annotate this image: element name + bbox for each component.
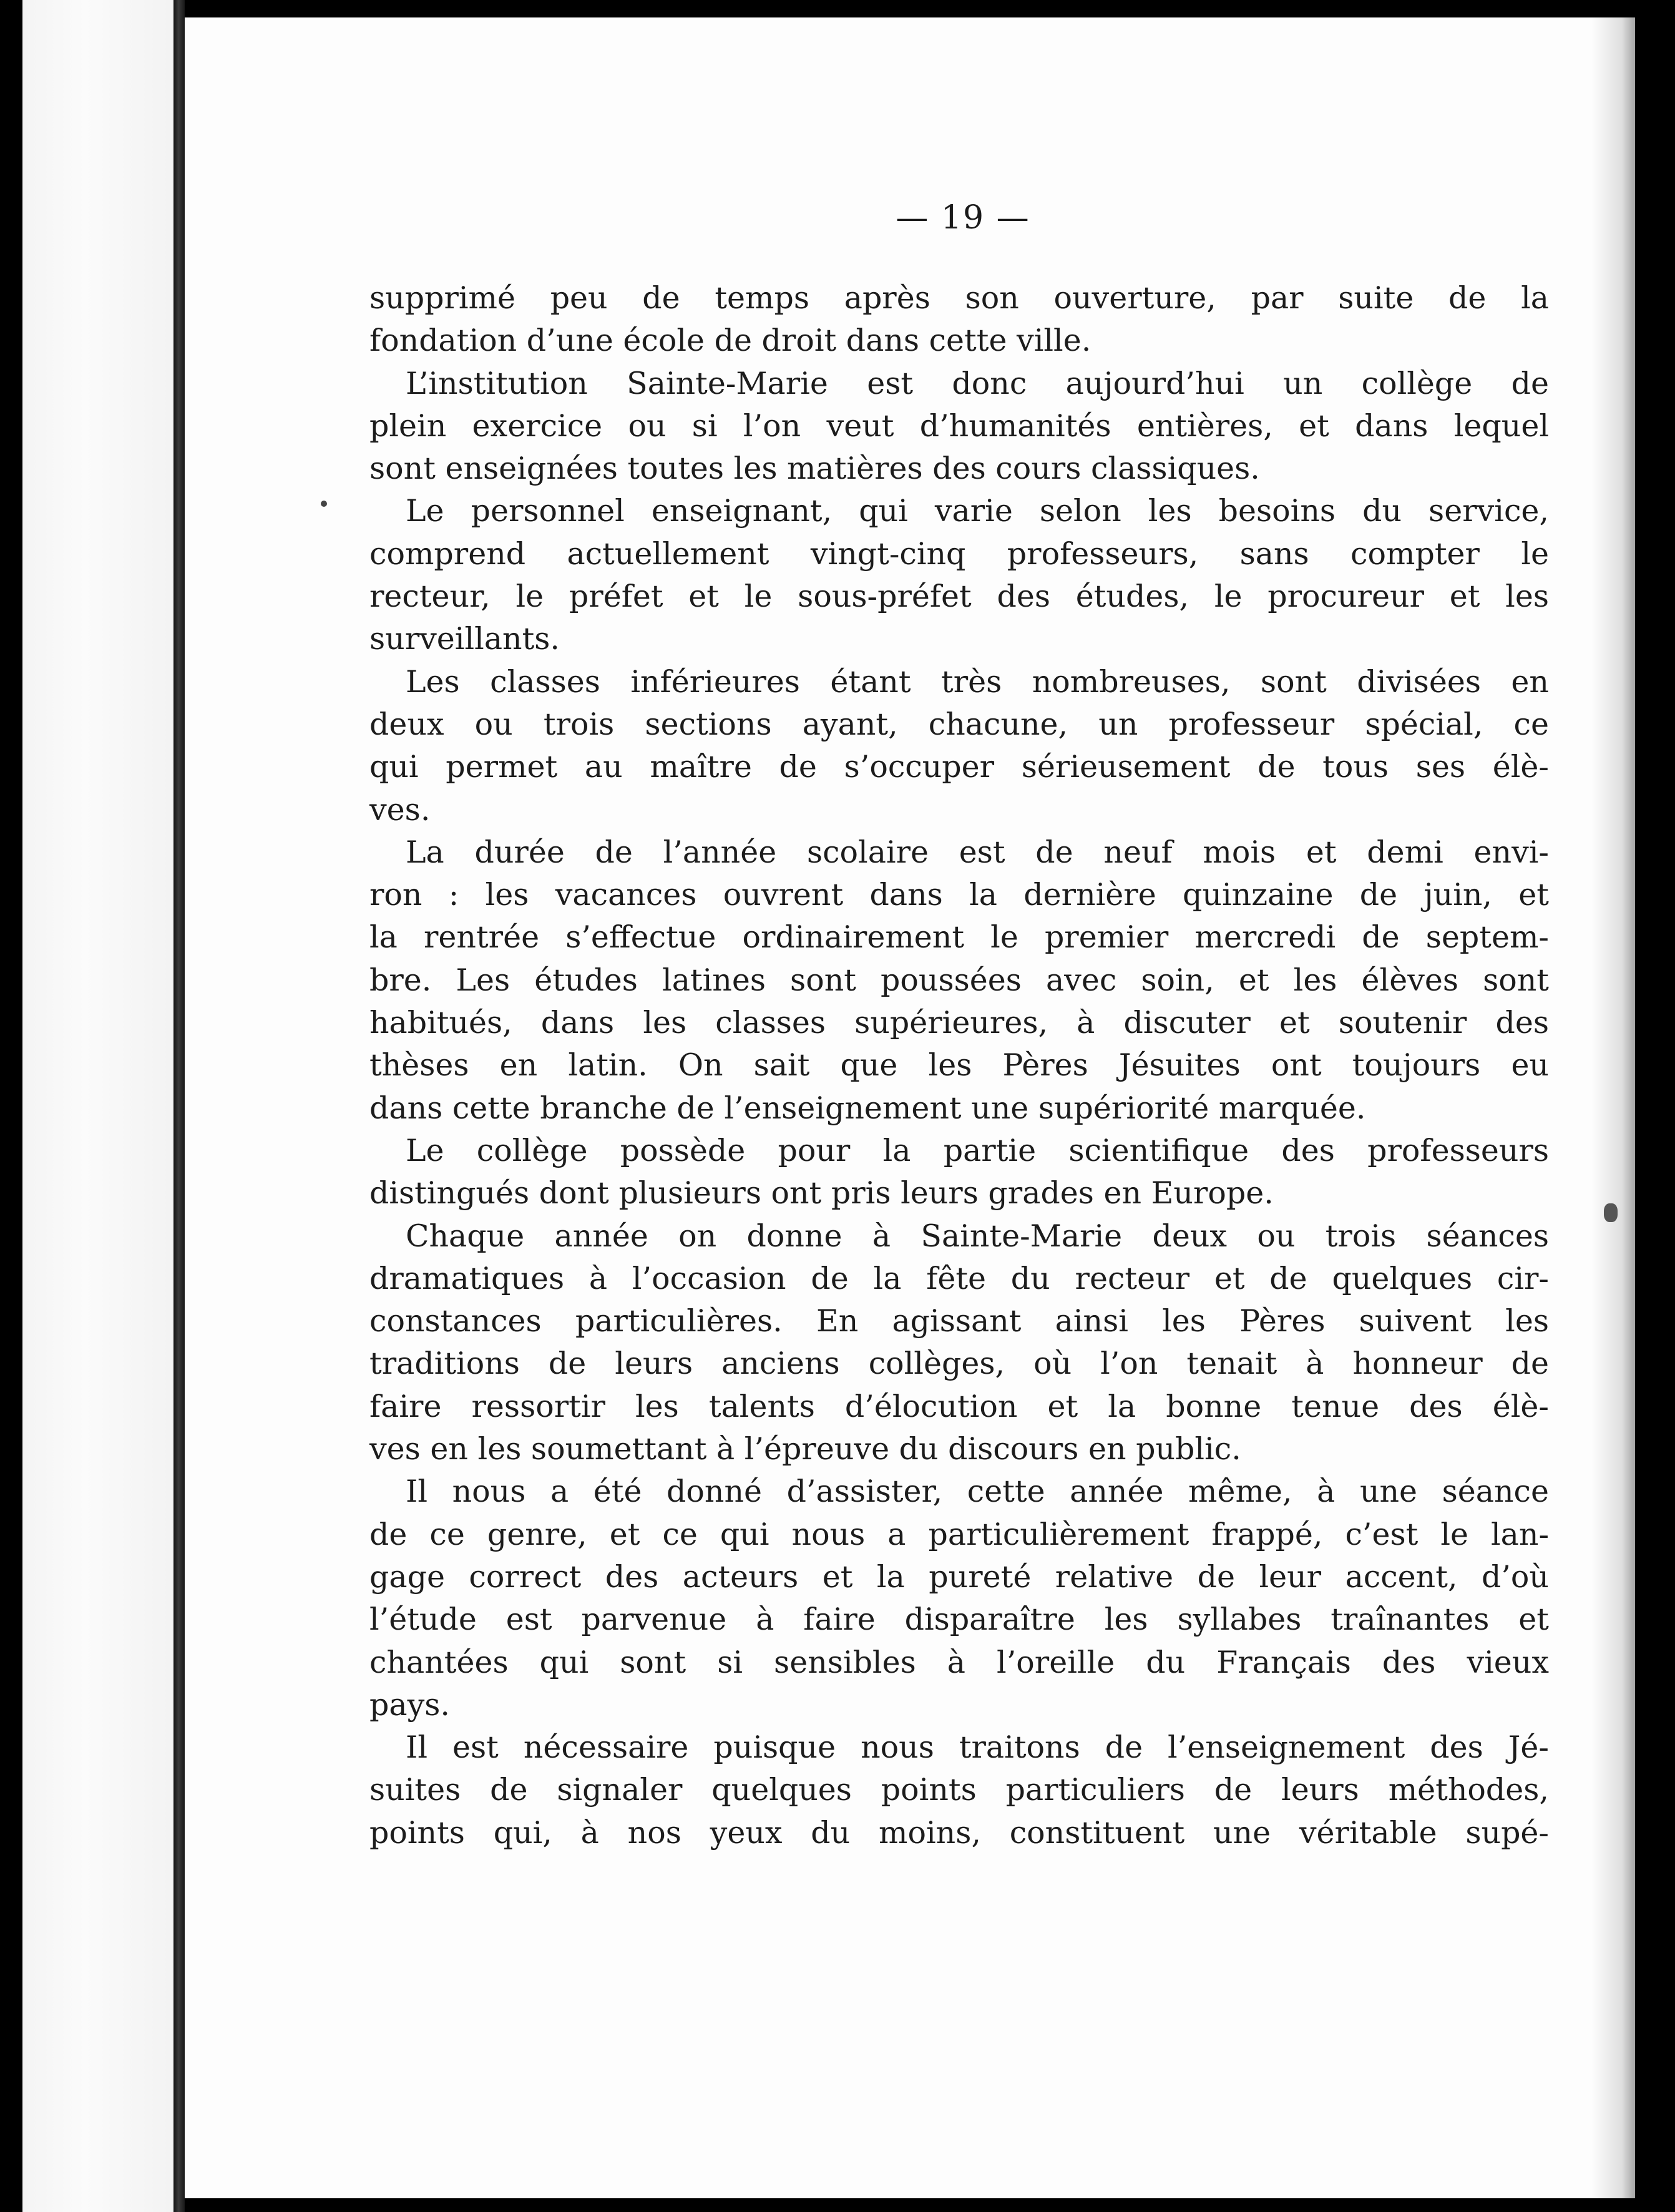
text-line: comprend actuellement vingt-cinq professeurs, sans compter le xyxy=(369,536,1549,572)
text-line: habitués, dans les classes supérieures, à discuter et soutenir des xyxy=(369,1005,1549,1041)
text-line: supprimé peu de temps après son ouverture, par suite de la xyxy=(369,280,1549,316)
text-line: Les classes inférieures étant très nombreuses, sont divisées en xyxy=(406,663,1549,700)
text-line: Chaque année on donne à Sainte-Marie deux ou trois séances xyxy=(406,1218,1549,1254)
page-number: — 19 — xyxy=(896,199,1030,237)
text-line: deux ou trois sections ayant, chacune, un professeur spécial, ce xyxy=(369,706,1549,742)
text-line: thèses en latin. On sait que les Pères Jésuites ont toujours eu xyxy=(369,1047,1549,1084)
page-edge-shadow xyxy=(1591,17,1635,2198)
scan-border-bottom xyxy=(185,2198,1635,2212)
scan-border-top xyxy=(185,0,1635,17)
text-line: la rentrée s’effectue ordinairement le premier mercredi de septem- xyxy=(369,919,1549,956)
text-line: plein exercice ou si l’on veut d’humanités entières, et dans lequel xyxy=(369,408,1549,444)
text-line: qui permet au maître de s’occuper sérieusement de tous ses élè- xyxy=(369,749,1549,785)
text-line: Le personnel enseignant, qui varie selon les besoins du service, xyxy=(406,493,1549,529)
text-line: surveillants. xyxy=(369,621,560,657)
text-line: fondation d’une école de droit dans cette ville. xyxy=(369,323,1091,359)
text-line: Il est nécessaire puisque nous traitons de l’enseignement des Jé- xyxy=(406,1730,1549,1766)
scan-border-left xyxy=(0,0,22,2212)
text-line: Il nous a été donné d’assister, cette année même, à une séance xyxy=(406,1474,1549,1510)
facing-page-gutter xyxy=(22,0,180,2212)
text-line: dramatiques à l’occasion de la fête du recteur et de quelques cir- xyxy=(369,1260,1549,1296)
text-line: chantées qui sont si sensibles à l’oreille du Français des vieux xyxy=(369,1644,1549,1680)
margin-speck xyxy=(321,501,327,507)
text-line: ves. xyxy=(369,791,431,828)
text-line: Le collège possède pour la partie scientifique des professeurs xyxy=(406,1132,1549,1168)
text-line: sont enseignées toutes les matières des cours classiques. xyxy=(369,451,1260,487)
text-line: L’institution Sainte-Marie est donc aujourd’hui un collège de xyxy=(406,365,1549,401)
text-line: traditions de leurs anciens collèges, où l’on tenait à honneur de xyxy=(369,1346,1549,1382)
text-line: l’étude est parvenue à faire disparaître les syllabes traînantes et xyxy=(369,1602,1549,1638)
binding-edge xyxy=(173,0,185,2212)
scan-border-right xyxy=(1635,0,1675,2212)
text-line: recteur, le préfet et le sous-préfet des études, le procureur et les xyxy=(369,579,1549,615)
text-line: constances particulières. En agissant ainsi les Pères suivent les xyxy=(369,1303,1549,1339)
body-text xyxy=(369,277,1549,1854)
text-line: La durée de l’année scolaire est de neuf mois et demi envi- xyxy=(406,834,1549,870)
margin-mark xyxy=(1604,1203,1618,1222)
text-line: points qui, à nos yeux du moins, constituent une véritable supé- xyxy=(369,1814,1549,1851)
text-line: pays. xyxy=(369,1686,450,1723)
text-line: de ce genre, et ce qui nous a particulièrement frappé, c’est le lan- xyxy=(369,1516,1549,1552)
text-line: bre. Les études latines sont poussées avec soin, et les élèves sont xyxy=(369,962,1549,998)
text-line: ves en les soumettant à l’épreuve du discours en public. xyxy=(369,1431,1241,1467)
text-line: dans cette branche de l’enseignement une supériorité marquée. xyxy=(369,1090,1366,1126)
text-line: suites de signaler quelques points particuliers de leurs méthodes, xyxy=(369,1772,1549,1808)
book-page xyxy=(185,17,1635,2198)
text-line: gage correct des acteurs et la pureté relative de leur accent, d’où xyxy=(369,1559,1549,1595)
text-line: faire ressortir les talents d’élocution et la bonne tenue des élè- xyxy=(369,1388,1549,1424)
text-line: distingués dont plusieurs ont pris leurs grades en Europe. xyxy=(369,1175,1274,1211)
text-line: ron : les vacances ouvrent dans la dernière quinzaine de juin, et xyxy=(369,877,1549,913)
